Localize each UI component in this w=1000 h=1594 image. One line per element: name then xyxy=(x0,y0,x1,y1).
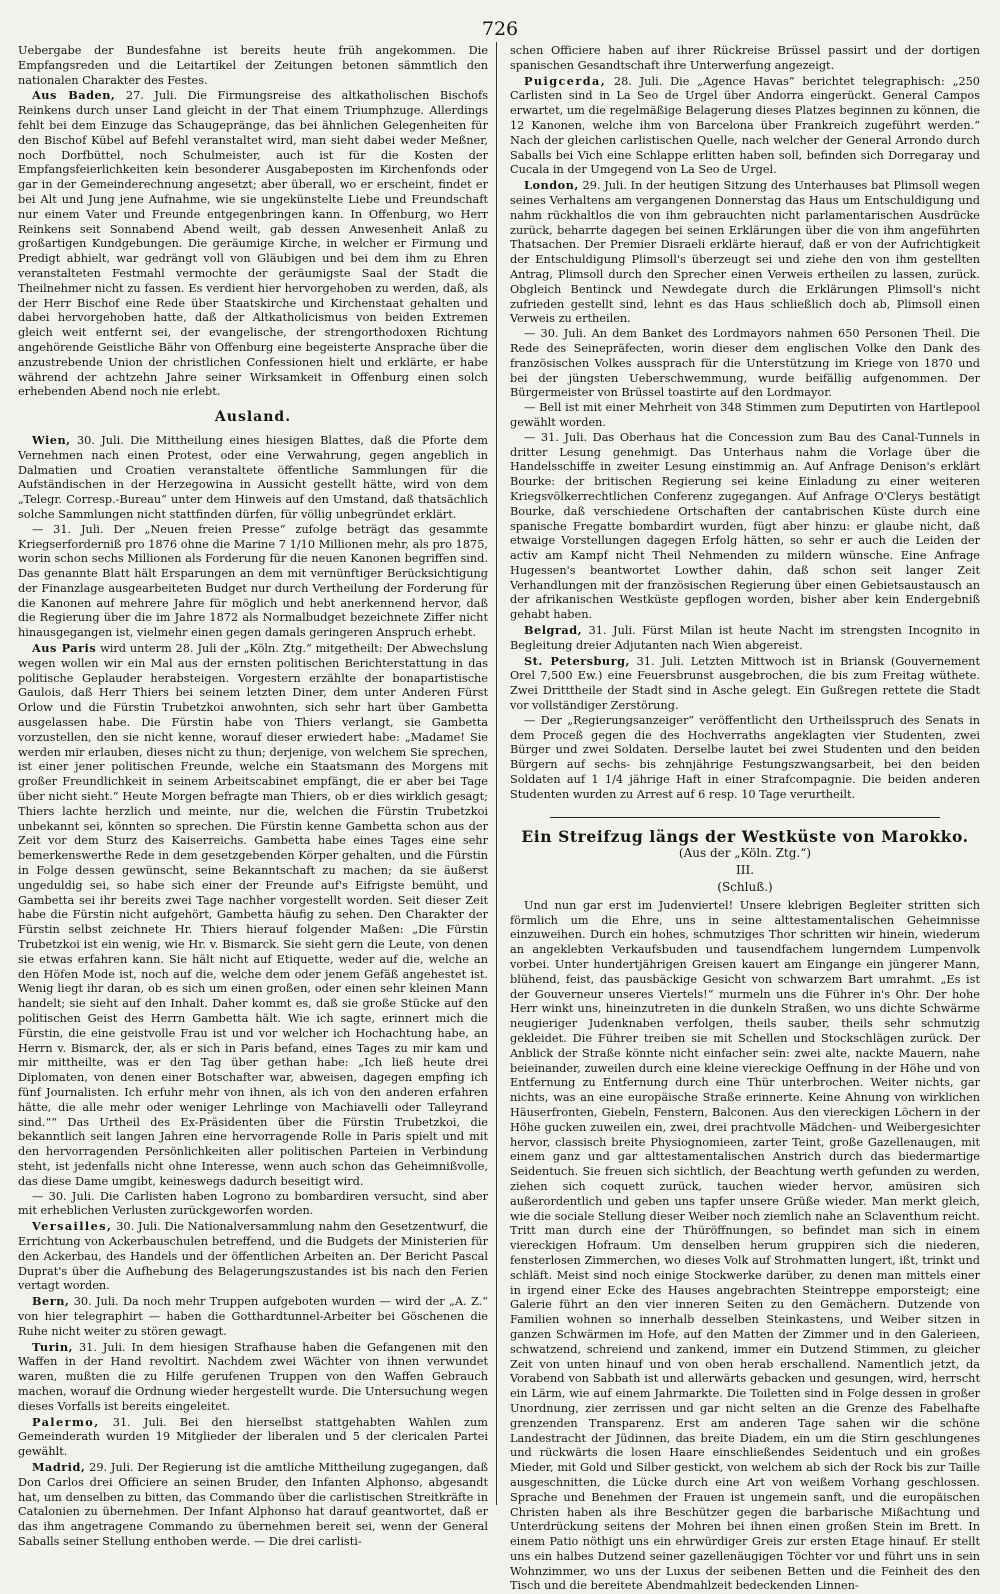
turin-article xyxy=(18,1340,488,1415)
paris-article-2: — 30. Juli. Die Carlisten haben Logrono zu bombardiren versucht, sind aber mit erheblichen Verlusten zurückgeworfen worden. xyxy=(18,1189,488,1218)
versailles-text: 30. Juli. Die Nationalversammlung nahm den Gesetzentwurf, die Errichtung von Ackerbauschulen betreffend, und die Budgets der Ministerien für den Ackerbau, des Handels und der öffentlichen Arbeiten an. Der Bericht Pascal Duprat's über die Aufhebung des Belagerungszustandes ist bis nach den Ferien vertagt worden. xyxy=(18,1220,488,1293)
bern-dateline: Bern, xyxy=(32,1294,70,1309)
right-column xyxy=(510,44,980,1593)
palermo-text: 31. Juli. Bei den hierselbst stattgehabten Wahlen zum Gemeinderath wurden 19 Mitglieder der liberalen und 5 der clericalen Partei gewählt. xyxy=(18,1415,489,1459)
puigcerda-article xyxy=(510,74,980,179)
palermo-article xyxy=(18,1415,488,1460)
madrid-text: 29. Juli. Der Regierung ist die amtliche Mittheilung zugegangen, daß Don Carlos drei Officiere an seinen Bruder, den Infanten Alphonso, abgesandt hat, um denselben zu bitten, das Commando über die carlistischen Streitkräfte in Catalonien zu übernehmen. Der Infant Alphonso hat darauf geantwortet, daß er das ihm angetragene Commando zu übernehmen bereit sei, wenn der General Saballs seiner Stellung enthoben werde. — Die drei carlisti- xyxy=(18,1460,488,1548)
versailles-article xyxy=(18,1219,488,1294)
left-column xyxy=(18,44,489,1548)
paris-article xyxy=(18,641,488,1189)
london-article-4: — 31. Juli. Das Oberhaus hat die Concession zum Bau des Canal-Tunnels in dritter Lesung genehmigt. Das Unterhaus nahm die Vorlage über die Handelsschiffe in zweiter Lesung einstimmig an. Auf Anfrage Denison's erklärt Bourke: der britischen Regierung sei keine Einladung zu einer weiteren Kriegsvölkerrechtlichen Conferenz zugegangen. Auf Anfrage O'Clerys bestätigt Bourke, daß verschiedene Ortschaften der cantabrischen Küste durch eine spanische Fregatte bombardirt wurden, fügt aber hinzu: er glaube nicht, daß etwaige Vorstellungen dagegen Erfolg hätten, so sehr er auch die Leiden der activ am Kampf nicht Theil Nehmenden zu mildern wünsche. Eine Anfrage Hugessen's beantwortet Lowther dahin, daß schon seit langer Zeit Verhandlungen mit der französischen Regierung über einen Gebietsaustausch an der afrikanischen Westküste gepflogen worden, bisher aber kein Endergebniß gehabt haben. xyxy=(510,430,980,622)
madrid-dateline: Madrid, xyxy=(32,1459,86,1474)
puigcerda-dateline: Puigcerda, xyxy=(524,73,607,88)
london-article-3: — Bell ist mit einer Mehrheit von 348 Stimmen zum Deputirten von Hartlepool gewählt worden. xyxy=(510,401,980,429)
turin-text: 31. Juli. In dem hiesigen Strafhause haben die Gefangenen mit den Waffen in der Hand revoltirt. Nachdem zwei Wächter von ihnen verwundet waren, mußten die zu Hilfe gerufenen Truppen von den Waffen Gebrauch machen, worauf die Ordnung wieder hergestellt wurde. Die Untersuchung wegen dieses Vorfalls ist bereits eingeleitet. xyxy=(18,1340,488,1413)
london-article xyxy=(510,178,980,327)
feuilleton-conclusion-mark: (Schluß.) xyxy=(717,880,773,895)
palermo-dateline: Palermo, xyxy=(32,1414,100,1429)
feuilleton-part: III. xyxy=(735,863,755,878)
wien-text: 30. Juli. Die Mittheilung eines hiesigen Blattes, daß die Pforte dem Vernehmen nach einen Protest, oder eine Verwahrung, gegen angeblich in Dalmatien und Croatien veranstaltete öffentliche Sammlungen für die Aufständischen in der Herzegowina in Aussicht gestellt hätte, wird von dem „Telegr. Corresp.-Bureau“ unter dem Hinweis auf den Umstand, daß thatsächlich solche Sammlungen nicht stattfinden dürfen, für völlig unbegründet erklärt. xyxy=(18,433,488,521)
ausland-heading: Ausland. xyxy=(214,409,292,426)
wien-dateline: Wien, xyxy=(32,432,71,447)
puigcerda-text: 28. Juli. Die „Agence Havas“ berichtet telegraphisch: „250 Carlisten sind in La Seo de Urgel über Andorra eingerückt. General Campos erwartet, um die regelmäßige Belagerung dieses Platzes beginnen zu können, die 12 Kanonen, welche ihm von Barcelona über Frankreich zugeführt werden.“ Nach der gleichen carlistischen Quelle, nach welcher der General Arrondo durch Saballs bei Vich eine Schlappe erlitten haben soll, befinden sich Dorregaray und Cucala in der Umgegend von La Seo de Urgel. xyxy=(510,74,980,177)
belgrad-article xyxy=(510,623,980,654)
baden-text: 27. Juli. Die Firmungsreise des altkatholischen Bischofs Reinkens durch unser Land gleicht in der That einem Triumphzuge. Allerdings fehlt bei dem Einzuge das Schaugepränge, das bei ähnlichen Gelegenheiten für den Bischof Kübel auf Befehl veranstaltet wird, man sieht dabei weder Meßner, noch Dorfbüttel, noch Schulmeister, auch ist für die Kosten der Empfangsfeierlichkeiten kein besonderer Ausgabeposten im Kirchenfonds oder gar in der Gemeinderechnung angesetzt; aber überall, wo er erscheint, findet er bei Alt und Jung jene Aufnahme, wie sie ungekünstelte Liebe und Freundschaft nur einem Vater und Freunde entgegenbringen kann. In Offenburg, wo Herr Reinkens seit Sonnabend Abend weilt, gab dessen Anwesenheit Anlaß zu großartigen Kundgebungen. Die geräumige Kirche, in welcher er Firmung und Predigt abhielt, war gedrängt voll von Gläubigen und bei dem ihm zu Ehren veranstalteten Festmahl vermochte der geräumigste Saal der Stadt die Theilnehmer nicht zu fassen. Es verdient hier hervorgehoben zu werden, daß, als der Herr Bischof eine Rede über Staatskirche und Kirchenstaat gehalten und dabei hervorgehoben hatte, daß der Altkatholicismus von beiden Extremen gleich weit entfernt sei, der evangelische, der strengorthodoxen Richtung angehörende Geistliche Bähr von Offenburg eine begeisterte Ansprache über die anzustrebende Union der christlichen Confessionen hielt und erklärte, er habe während der achtzehn Jahre seiner Wirksamkeit in Offenburg einen solch erhebenden Abend noch nie erlebt. xyxy=(18,89,489,399)
london-article-2: — 30. Juli. An dem Banket des Lordmayors nahmen 650 Personen Theil. Die Rede des Seinepräfecten, worin dieser dem englischen Volke den Dank des französischen Volkes aussprach für die Unterstützung im Kriege von 1870 und bei der jüngsten Ueberschwemmung, wurde beifällig aufgenommen. Der Bürgermeister von Brüssel toastirte auf den Lordmayor. xyxy=(510,327,980,400)
column-divider xyxy=(496,42,497,1505)
belgrad-dateline: Belgrad, xyxy=(524,623,583,638)
belgrad-text: 31. Juli. Fürst Milan ist heute Nacht im strengsten Incognito in Begleitung dreier Adjutanten nach Wien abgereist. xyxy=(510,624,980,652)
madrid-article xyxy=(18,1460,488,1550)
petersburg-article xyxy=(510,654,980,714)
versailles-dateline: Versailles, xyxy=(32,1219,113,1234)
page-number: 726 xyxy=(481,18,519,40)
feuilleton-source: (Aus der „Köln. Ztg.“) xyxy=(678,846,812,861)
wien-article xyxy=(18,433,488,523)
bern-article xyxy=(18,1294,488,1339)
baden-dateline: Aus Baden, xyxy=(32,88,116,103)
london-dateline: London, xyxy=(524,178,579,193)
right-intro-paragraph: schen Officiere haben auf ihrer Rückreise Brüssel passirt und der dortigen spanischen Gesandtschaft ihre Unterwerfung angezeigt. xyxy=(510,44,980,72)
petersburg-text: 31. Juli. Letzten Mittwoch ist in Briansk (Gouvernement Orel 7,500 Ew.) eine Feuersbrunst ausgebrochen, die bis zum Freitag wüthete. Zwei Dritttheile der Stadt sind in Asche gelegt. Ein Gußregen rettete die Stadt vor vollständiger Zerstörung. xyxy=(510,654,980,713)
feuilleton-text: Und nun gar erst im Judenviertel! Unsere klebrigen Begleiter stritten sich förmlich um die Ehre, uns in seine alttestamentalischen Geheimnisse einzuweihen. Durch ein hohes, schmutziges Thor schritten wir hinein, wiederum an angeklebten Verkaufsbuden und tausendfachem lungerndem Lumpenvolk vorbei. Unter hundertjährigen Greisen kauert am Eingange ein jüngerer Mann, blühend, feist, das pausbäckige Gesicht von schwarzem Bart umrahmt. „Es ist der Gouverneur unseres Viertels!“ murmeln uns die Führer in's Ohr. Der hohe Herr winkt uns, hineinzutreten in die dunkeln Straßen, wo uns dichte Schwärme neugieriger Judenknaben verfolgen, theils sauber, theils sehr schmutzig gekleidet. Die Führer treiben sie mit Schellen und Stockschlägen zurück. Der Anblick der Straße könnte nicht einfacher sein: zwei alte, nackte Mauern, nahe beieinander, zuweilen durch eine kleine viereckige Oeffnung in der Höhe und von Entfernung zu Entfernung durch eine Thür unterbrochen. Weiter nichts, gar nichts, was an eine europäische Straße erinnerte. Keine Ahnung von wirklichen Häuserfronten, Giebeln, Fenstern, Balconen. Aus den viereckigen Löchern in der Höhe gucken zuweilen ein, zwei, drei prachtvolle Mädchen- und Weibergesichter hervor, classisch breite Physiognomieen, zarter Teint, große Gazellenaugen, mit einem ganz und gar alttestamentalischen Anstrich durch das biedermartige Seidentuch. Sie freuen sich sichtlich, der Beachtung werth gefunden zu werden, ziehen sich coquett zurück, tauchen wieder hervor, amüsiren sich außerordentlich und geben uns tapfer unsere Grüße wieder. Man merkt gleich, wie die sociale Stellung dieser Weiber noch ziemlich nahe an Sclaventhum reicht. Tritt man durch eine der Thüröffnungen, so befindet man sich in einem viereckigen Hofraum. Um denselben herum gruppiren sich die niederen, fensterlosen Zimmerchen, wo dieses Volk auf Strohmatten lungert, ißt, trinkt und schläft. Meist sind noch einige Stockwerke darüber, zu denen man mittels einer in irgend einer Ecke des Hauses angebrachten Steintreppe emporsteigt; eine Galerie führt an den vier inneren Seiten zu den Gemächern. Dutzende von Familien wohnen so innerhalb desselben Steinkastens, und Weiber sitzen in ganzen Schwärmen im Hofe, auf den Matten der Zimmer und in den Galerieen, schwatzend, schreiend und zankend, immer ein Dutzend Stimmen, zu gleicher Zeit von unten hinauf und von oben herab erschallend. Namentlich jetzt, da Vorabend von Sabbath ist und allerwärts gebacken und gesungen, wird, herrscht ein Lärm, wie auf einem Jahrmarkte. Die Toiletten sind in Folge dessen in großer Unordnung, zier zerrissen und gar nicht selten an die Grenze des Fabelhafte grenzenden Transparenz. Erst am anderen Tage sahen wir die schöne Landestracht der Jüdinnen, das breite Diadem, ein um die Stirn geschlungenes und rückwärts die losen Haare einschließendes Seidentuch und ein großes Mieder, mit Gold und Silber gestickt, von welchem ab sich der Rock bis zur Taille ausgeschnitten, die Lücke durch eine Art von weißem Vorhang geschlossen. Sprache und Benehmen der Frauen ist ungemein sanft, und die europäischen Christen haben als ihre Beschützer gegen die barbarische Mißachtung und Unterdrückung seitens der Mohren bei ihnen einen großen Stein im Brett. In einem Patio nöthigt uns ein ehrwürdiger Greis zur ersten Etage hinauf. Er stellt uns ein halbes Dutzend seiner gazellenäugigen Töchter vor und führt uns in sein Wohnzimmer, wo uns der Luxus der seibenen Betten und die Feinheit des den Tisch und die bereitete Abendmahlzeit bedeckenden Linnen- xyxy=(510,898,980,1593)
paris-text: wird unterm 28. Juli der „Köln. Ztg.“ mitgetheilt: Der Abwechslung wegen wollen wir ein Mal aus der ernsten politischen Berichterstattung in das politische Geplauder herabsteigen. Vorgestern erzählte der bonapartistische Gaulois, daß Herr Thiers bei seinem letzten Diner, dem unter Anderen Fürst Orlow und die Fürstin Trubetzkoi anwohnten, sich sehr hart über Gambetta ausgelassen habe. Die Fürstin habe von Thiers verlangt, sie Gambetta vorzustellen, den sie nicht kenne, worauf dieser erwiedert habe: „Madame! Sie werden mir erlauben, dieses nicht zu thun; derjenige, von welchem Sie sprechen, ist einer jener politischen Freunde, welche ein Staatsmann des Morgens mit großer Freundlichkeit in seinem Arbeitscabinet empfängt, die er aber bei Tage über nicht sieht.“ Heute Morgen befragte man Thiers, ob er dies wirklich gesagt; Thiers lachte herzlich und meinte, nur die, welchen die Fürstin Trubetzkoi unbekannt sei, könnten so sprechen. Die Fürstin kenne Gambetta schon aus der Zeit vor dem Sturz des Kaiserreichs. Gambetta habe eines Tages eine sehr bemerkenswerthe Rede in dem gesetzgebenden Körper gehalten, und die Fürstin in Folge dessen gewünscht, seine Bekanntschaft zu machen; da sie äußerst ungeduldig sei, so habe sich einer der Freunde auf's Eifrigste bemüht, und Gambetta sei ihr bereits zwei Tage nachher vorgestellt worden. Seit dieser Zeit habe die Fürstin nicht aufgehört, Gambetta häufig zu sehen. Den Charakter der Fürstin selbst zeichnete Hr. Thiers hierauf folgender Maßen: „Die Fürstin Trubetzkoi ist ein wenig, wie Hr. v. Bismarck. Sie sieht gern die Leute, von denen sie etwas erfahren kann. Sie hält nicht auf Etiquette, weder auf die, welche an den Höfen Mode ist, noch auf die, welche dem oder jenem Gefäß angehestet ist. Wenig liegt ihr daran, ob es sich um einen großen, oder einen sehr kleinen Mann handelt; sie sieht auf den Inhalt. Daher kommt es, daß sie große Stücke auf den politischen Geist des Herrn Gambetta hält. Wie ich sagte, erinnert mich die Fürstin, die eine geistvolle Frau ist und vor welcher ich Hochachtung habe, an Herrn v. Bismarck, der, als er sich in Paris befand, eines Tages zu mir kam und mir mittheilte, was er den Tag über gethan habe: „Ich ließ heute drei Diplomaten, von denen einer Botschafter war, abweisen, dagegen empfing ich fünf Journalisten. Ich erfuhr mehr von ihnen, als ich von den anderen erfahren hätte, die alle mehr oder weniger Lehrlinge von Machiavelli oder Talleyrand sind.““ Das Urtheil des Ex-Präsidenten über die Fürstin Trubetzkoi, die bekanntlich seit langen Jahren eine hervorragende Rolle in Paris spielt und mit den hervorragenden Persönlichkeiten aller politischen Parteien in Verbindung steht, ist jedenfalls nicht ohne Interesse, wenn auch schon das Geheimnißvolle, das diese Dame umgibt, keineswegs dadurch beseitigt wird. xyxy=(18,642,488,1188)
turin-dateline: Turin, xyxy=(32,1339,73,1354)
petersburg-dateline: St. Petersburg, xyxy=(524,653,630,668)
feuilleton-title: Ein Streifzug längs der Westküste von Marokko. xyxy=(521,826,969,846)
feuilleton-divider xyxy=(550,817,940,818)
london-text: 29. Juli. In der heutigen Sitzung des Unterhauses bat Plimsoll wegen seines Verhaltens am vergangenen Donnerstag das Haus um Entschuldigung und nahm rückhaltlos die von ihm gebrauchten nicht parlamentarischen Ausdrücke zurück, beharrte dagegen bei seinen Erklärungen über die von ihm angeführten Thatsachen. Der Premier Disraeli erklärte hierauf, daß er von der Aufrichtigkeit der Entschuldigung Plimsoll's überzeugt sei und ziehe den von ihm gestellten Antrag, Plimsoll durch den Sprecher einen Verweis ertheilen zu lassen, zurück. Obgleich Bentinck und Newdegate durch die Erklärungen Plimsoll's nicht zufrieden gestellt sind, lehnt es das Haus schließlich doch ab, Plimsoll einen Verweis zu ertheilen. xyxy=(510,179,980,326)
paris-dateline: Aus Paris xyxy=(32,641,97,656)
baden-article xyxy=(18,88,488,400)
petersburg-article-2: — Der „Regierungsanzeiger“ veröffentlicht den Urtheilsspruch des Senats in dem Proceß gegen die des Hochverraths angeklagten vier Studenten, zwei Bürger und zwei Soldaten. Derselbe lautet bei zwei Studenten und den beiden Bürgern auf sechs- bis zehnjährige Festungszwangsarbeit, bei den beiden Soldaten auf 1 1/4 jährige Haft in einer Strafcompagnie. Die beiden anderen Studenten wurden zu Arrest auf 6 resp. 10 Tage verurtheilt. xyxy=(510,713,980,801)
bern-text: 30. Juli. Da noch mehr Truppen aufgeboten wurden — wird der „A. Z.“ von hier telegraphirt — haben die Gotthardtunnel-Arbeiter bei Göschenen die Ruhe nicht weiter zu stören gewagt. xyxy=(18,1295,489,1338)
wien-article-2: — 31. Juli. Der „Neuen freien Presse“ zufolge beträgt das gesammte Kriegserforderniß pro 1876 ohne die Marine 7 1/10 Millionen mehr, als pro 1875, worin schon sechs Millionen als Forderung für die neuen Kanonen begriffen sind. Das genannte Blatt hält Ersparungen an dem mit vernünftiger Berücksichtigung der Finanzlage ausgearbeiteten Budget nur durch Vertheilung der Forderung für die Kanonen auf mehrere Jahre für möglich und hebt anerkennend hervor, daß die Regierung über die im Jahre 1872 als Normalbudget bezeichnete Ziffer nicht hinausgegangen ist, vielmehr einen gegen damals geringeren Anspruch erhebt. xyxy=(18,522,488,640)
intro-paragraph: Uebergabe der Bundesfahne ist bereits heute früh angekommen. Die Empfangsreden und die Leitartikel der Zeitungen betonen sämmtlich den nationalen Charakter des Festes. xyxy=(18,44,488,87)
